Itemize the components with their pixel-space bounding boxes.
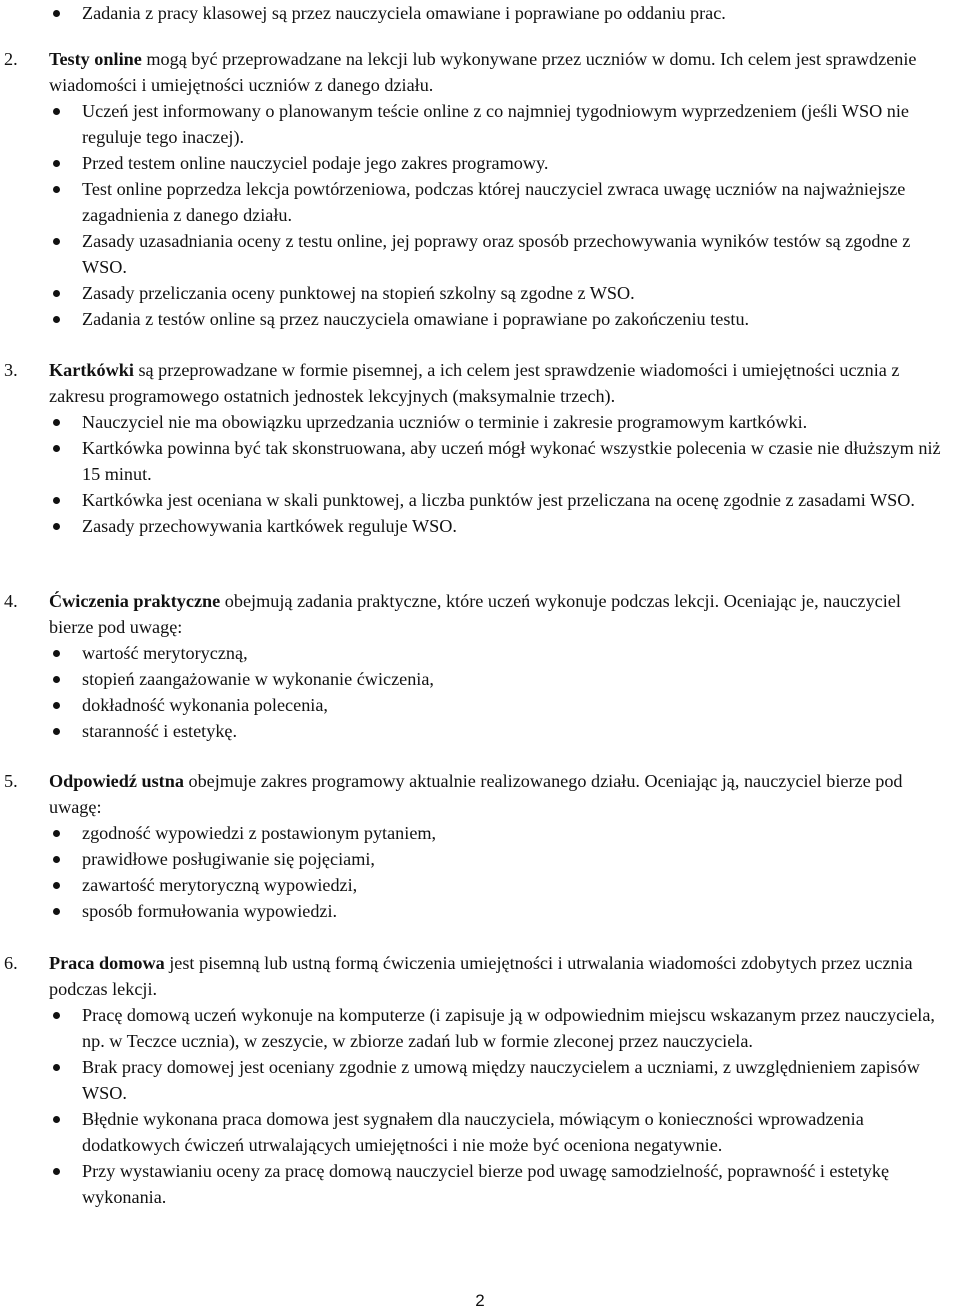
bullet-icon (53, 497, 60, 504)
list-item (0, 306, 948, 332)
list-item (0, 228, 948, 280)
section-term: Testy online (49, 49, 142, 69)
section-term: Kartkówki (49, 360, 134, 380)
section-description: jest pisemną lub ustną formą ćwiczenia umiejętności i utrwalania wiadomości zdobytych przez ucznia podczas lekcji. (49, 953, 913, 999)
section-testy-online (0, 46, 948, 332)
bullet-text: Brak pracy domowej jest oceniany zgodnie z umową między nauczycielem a uczniami, z uwzględnieniem zapisów WSO. (82, 1057, 920, 1103)
section-description: obejmują zadania praktyczne, które uczeń wykonuje podczas lekcji. Oceniając je, nauczyciel bierze pod uwagę: (49, 591, 901, 637)
list-item (0, 280, 948, 306)
section-number: 3. (4, 360, 18, 380)
bullet-icon (53, 650, 60, 657)
section-praca-domowa (0, 950, 948, 1210)
bullet-text: Uczeń jest informowany o planowanym teście online z co najmniej tygodniowym wyprzedzeniem (jeśli WSO nie reguluje tego inaczej). (82, 101, 909, 147)
section-intro (0, 588, 948, 640)
section-term: Odpowiedź ustna (49, 771, 184, 791)
bullet-text: Przy wystawianiu oceny za pracę domową nauczyciel bierze pod uwagę samodzielność, poprawność i estetykę wykonania. (82, 1161, 890, 1207)
bullet-icon (53, 1012, 60, 1019)
section-description: mogą być przeprowadzane na lekcji lub wykonywane przez uczniów w domu. Ich celem jest sprawdzenie wiadomości i umiejętności uczniów z danego działu. (49, 49, 917, 95)
list-item (0, 1158, 948, 1210)
bullet-icon (53, 419, 60, 426)
section-number: 6. (4, 953, 18, 973)
bullet-text: Kartkówka powinna być tak skonstruowana, aby uczeń mógł wykonać wszystkie polecenia w czasie nie dłuższym niż 15 minut. (82, 438, 941, 484)
section-odpowiedz-ustna (0, 768, 948, 924)
section-number: 2. (4, 49, 18, 69)
section-description: obejmuje zakres programowy aktualnie realizowanego działu. Oceniając ją, nauczyciel bierze pod uwagę: (49, 771, 903, 817)
list-item (0, 872, 948, 898)
bullet-text: Nauczyciel nie ma obowiązku uprzedzania uczniów o terminie i zakresie programowym kartkówki. (82, 412, 808, 432)
section-bullets (0, 98, 948, 332)
bullet-text: Test online poprzedza lekcja powtórzeniowa, podczas której nauczyciel zwraca uwagę uczniów na najważniejsze zagadnienia z danego działu. (82, 179, 906, 225)
list-item (0, 409, 948, 435)
bullet-text: zgodność wypowiedzi z postawionym pytaniem, (82, 823, 437, 843)
list-item (0, 1054, 948, 1106)
bullet-text: Zasady uzasadniania oceny z testu online, jej poprawy oraz sposób przechowywania wyników testów są zgodne z WSO. (82, 231, 911, 277)
bullet-icon (53, 830, 60, 837)
bullet-icon (53, 290, 60, 297)
section-bullets (0, 820, 948, 924)
list-item (0, 1106, 948, 1158)
list-item (0, 820, 948, 846)
section-intro (0, 357, 948, 409)
bullet-icon (53, 702, 60, 709)
bullet-icon (53, 908, 60, 915)
list-item (0, 176, 948, 228)
section-cwiczenia-praktyczne (0, 588, 948, 744)
bullet-text: sposób formułowania wypowiedzi. (82, 901, 338, 921)
list-item (0, 898, 948, 924)
bullet-text: Błędnie wykonana praca domowa jest sygnałem dla nauczyciela, mówiącym o konieczności wprowadzenia dodatkowych ćwiczeń utrwalających umiejętności i nie może być oceniona negatywnie. (82, 1109, 864, 1155)
bullet-text: Pracę domową uczeń wykonuje na komputerze (i zapisuje ją w odpowiednim miejscu wskazanym przez nauczyciela, np. w Teczce ucznia), w zeszycie, w zbiorze zadań lub w formie zleconej przez nauczyciela. (82, 1005, 935, 1051)
list-item (0, 846, 948, 872)
bullet-icon (53, 523, 60, 530)
bullet-text: dokładność wykonania polecenia, (82, 695, 328, 715)
section-term: Praca domowa (49, 953, 165, 973)
section-number: 5. (4, 771, 18, 791)
bullet-text: Zasady przeliczania oceny punktowej na stopień szkolny są zgodne z WSO. (82, 283, 635, 303)
bullet-icon (53, 676, 60, 683)
top-bullet-block (0, 0, 948, 26)
bullet-text: Zasady przechowywania kartkówek reguluje WSO. (82, 516, 457, 536)
section-kartkowki (0, 357, 948, 539)
list-item (0, 1002, 948, 1054)
bullet-text: Przed testem online nauczyciel podaje jego zakres programowy. (82, 153, 549, 173)
bullet-text: wartość merytoryczną, (82, 643, 248, 663)
bullet-icon (53, 108, 60, 115)
bullet-text: zawartość merytoryczną wypowiedzi, (82, 875, 358, 895)
bullet-icon (53, 1116, 60, 1123)
bullet-text: staranność i estetykę. (82, 721, 238, 741)
bullet-icon (53, 445, 60, 452)
list-item (0, 640, 948, 666)
bullet-text: Kartkówka jest oceniana w skali punktowej, a liczba punktów jest przeliczana na ocenę zgodnie z zasadami WSO. (82, 490, 915, 510)
list-item (0, 487, 948, 513)
list-item (0, 513, 948, 539)
bullet-text: Zadania z pracy klasowej są przez nauczyciela omawiane i poprawiane po oddaniu prac. (82, 3, 726, 23)
bullet-icon (53, 10, 60, 17)
section-description: są przeprowadzane w formie pisemnej, a ich celem jest sprawdzenie wiadomości i umiejętności ucznia z zakresu programowego ostatnich jednostek lekcyjnych (maksymalnie trzech). (49, 360, 900, 406)
section-bullets (0, 640, 948, 744)
section-intro (0, 950, 948, 1002)
section-intro (0, 46, 948, 98)
bullet-icon (53, 856, 60, 863)
list-item (0, 718, 948, 744)
section-bullets (0, 1002, 948, 1210)
bullet-icon (53, 1064, 60, 1071)
page-number: 2 (475, 1291, 485, 1310)
bullet-icon (53, 238, 60, 245)
bullet-icon (53, 160, 60, 167)
bullet-text: prawidłowe posługiwanie się pojęciami, (82, 849, 375, 869)
section-intro (0, 768, 948, 820)
list-item (0, 435, 948, 487)
section-bullets (0, 409, 948, 539)
bullet-text: stopień zaangażowanie w wykonanie ćwiczenia, (82, 669, 434, 689)
bullet-icon (53, 316, 60, 323)
bullet-text: Zadania z testów online są przez nauczyciela omawiane i poprawiane po zakończeniu testu. (82, 309, 750, 329)
bullet-icon (53, 882, 60, 889)
list-item (0, 692, 948, 718)
bullet-icon (53, 186, 60, 193)
bullet-icon (53, 1168, 60, 1175)
list-item (0, 0, 948, 26)
bullet-icon (53, 728, 60, 735)
list-item (0, 150, 948, 176)
list-item (0, 98, 948, 150)
section-term: Ćwiczenia praktyczne (49, 591, 221, 611)
list-item (0, 666, 948, 692)
section-number: 4. (4, 591, 18, 611)
